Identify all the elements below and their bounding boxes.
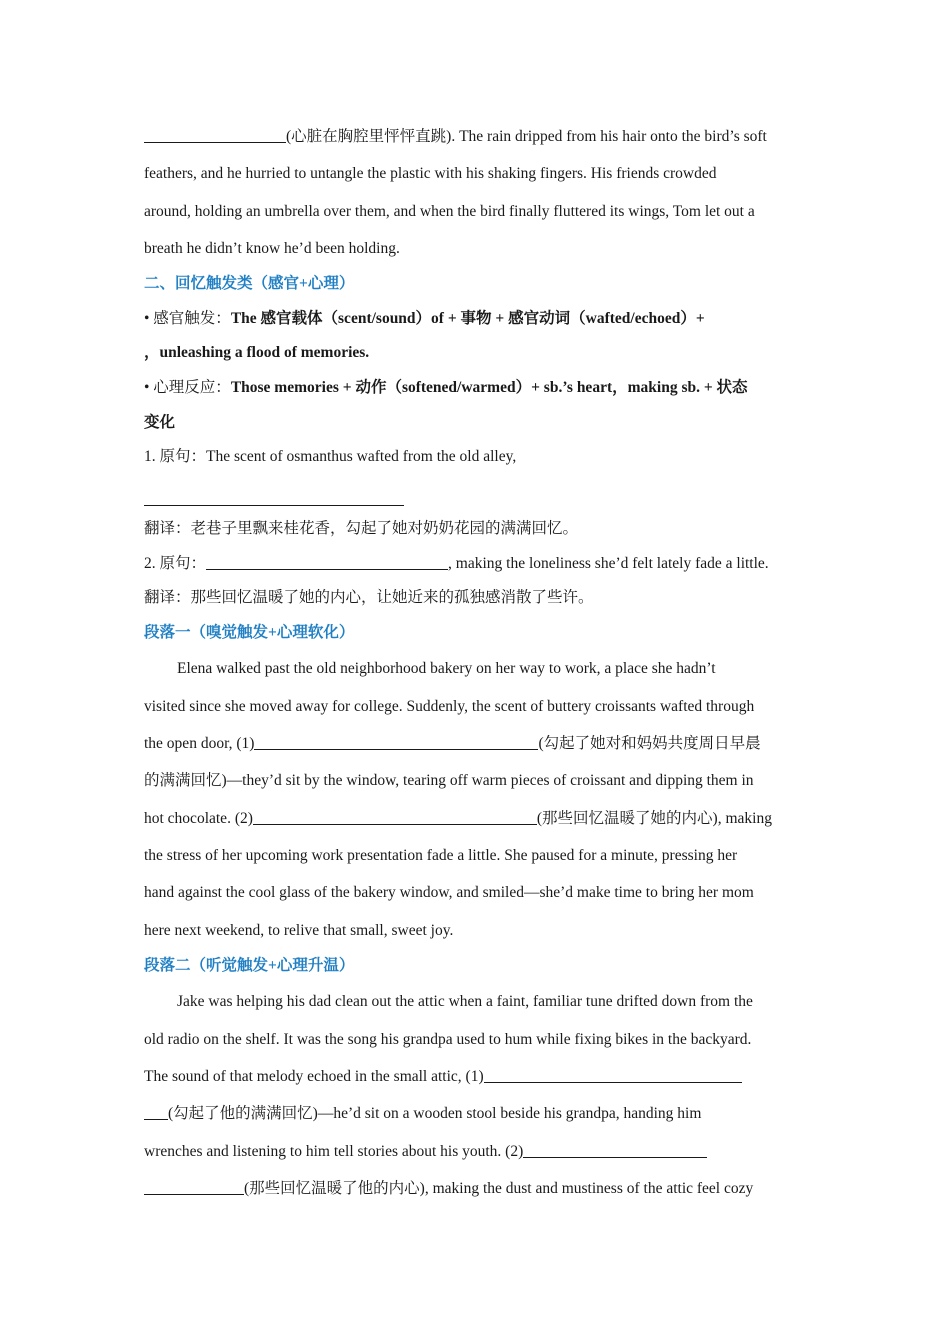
bullet-pattern: Those memories + 动作（softened/warmed）+ sb.’s heart，making sb. + 状态 bbox=[230, 378, 748, 396]
bullet-psychological bbox=[144, 371, 808, 406]
bullet-pattern: The 感官载体（scent/sound）of + 事物 + 感官动词（wafted/echoed）+ bbox=[230, 309, 705, 327]
text-line: feathers, and he hurried to untangle the plastic with his shaking fingers. His friends crowded bbox=[144, 165, 717, 183]
document-page bbox=[144, 118, 808, 1207]
text-segment: hot chocolate. (2) bbox=[144, 809, 253, 827]
text-line: old radio on the shelf. It was the song his grandpa used to hum while fixing bikes in the backyard. bbox=[144, 1030, 752, 1048]
answer-blank[interactable] bbox=[254, 734, 538, 751]
text-line: Jake was helping his dad clean out the attic when a faint, familiar tune drifted down from the bbox=[177, 993, 753, 1011]
example-1 bbox=[144, 440, 808, 475]
text-line bbox=[144, 1170, 808, 1207]
bullet-label: • 心理反应： bbox=[144, 378, 231, 396]
text-segment: (心脏在胸腔里怦怦直跳). The rain dripped from his hair onto the bird’s soft bbox=[286, 128, 767, 145]
text-line bbox=[144, 725, 808, 762]
text-segment: (勾起了她对和妈妈共度周日早晨 bbox=[538, 735, 761, 753]
text-line: hand against the cool glass of the bakery window, and smiled—she’d make time to bring her mom bbox=[144, 884, 754, 902]
example-text: The scent of osmanthus wafted from the old alley, bbox=[206, 448, 517, 466]
text-line bbox=[144, 1133, 808, 1170]
bullet-sensory bbox=[144, 302, 808, 337]
text-segment: (那些回忆温暖了她的内心), making bbox=[536, 809, 772, 827]
answer-blank[interactable] bbox=[144, 127, 286, 144]
paragraph-1-heading: 段落一（嗅觉触发+心理软化） bbox=[144, 623, 355, 641]
answer-blank[interactable] bbox=[484, 1066, 742, 1083]
text-segment: (勾起了他的满满回忆)—he’d sit on a wooden stool beside his grandpa, handing him bbox=[168, 1105, 702, 1123]
text-line bbox=[144, 1058, 808, 1095]
text-line bbox=[144, 1095, 808, 1132]
example-label: 2. 原句： bbox=[144, 554, 207, 572]
text-segment: The sound of that melody echoed in the small attic, (1) bbox=[144, 1067, 484, 1085]
text-segment: (那些回忆温暖了他的内心), making the dust and mustiness of the attic feel cozy bbox=[244, 1179, 754, 1197]
paragraph-2-heading: 段落二（听觉触发+心理升温） bbox=[144, 956, 355, 974]
answer-blank[interactable] bbox=[523, 1141, 707, 1158]
text-line: here next weekend, to relive that small, sweet joy. bbox=[144, 921, 454, 939]
answer-blank[interactable] bbox=[144, 1104, 168, 1121]
text-line: the stress of her upcoming work presentation fade a little. She paused for a minute, pressing her bbox=[144, 846, 738, 864]
bullet-label: • 感官触发： bbox=[144, 309, 231, 327]
text-segment: the open door, (1) bbox=[144, 735, 255, 753]
example-label: 1. 原句： bbox=[144, 448, 207, 466]
text-line bbox=[144, 800, 808, 837]
bullet-continuation: 变化 bbox=[144, 413, 176, 431]
example-1-translation: 翻译：老巷子里飘来桂花香，勾起了她对奶奶花园的满满回忆。 bbox=[144, 520, 579, 538]
text-line: breath he didn’t know he’d been holding. bbox=[144, 239, 400, 257]
answer-blank[interactable] bbox=[144, 489, 404, 506]
text-segment: wrenches and listening to him tell stories about his youth. (2) bbox=[144, 1142, 524, 1160]
text-line: visited since she moved away for college. Suddenly, the scent of buttery croissants wafted through bbox=[144, 697, 755, 715]
example-2 bbox=[144, 547, 808, 582]
example-2-translation: 翻译：那些回忆温暖了她的内心，让她近来的孤独感消散了些许。 bbox=[144, 589, 594, 607]
answer-blank[interactable] bbox=[144, 1178, 244, 1195]
text-line: around, holding an umbrella over them, and when the bird finally fluttered its wings, Tom let out a bbox=[144, 202, 755, 220]
answer-blank[interactable] bbox=[206, 553, 448, 570]
example-text: , making the loneliness she’d felt lately fade a little. bbox=[448, 554, 769, 572]
text-line: Elena walked past the old neighborhood bakery on her way to work, a place she hadn’t bbox=[177, 660, 716, 678]
text-line bbox=[144, 118, 808, 155]
bullet-continuation: ，unleashing a flood of memories. bbox=[144, 344, 370, 362]
answer-blank[interactable] bbox=[253, 808, 537, 825]
blank-line bbox=[144, 475, 808, 512]
section-heading: 二、回忆触发类（感官+心理） bbox=[144, 275, 355, 293]
text-line: 的满满回忆)—they’d sit by the window, tearing off warm pieces of croissant and dipping them in bbox=[144, 772, 754, 790]
